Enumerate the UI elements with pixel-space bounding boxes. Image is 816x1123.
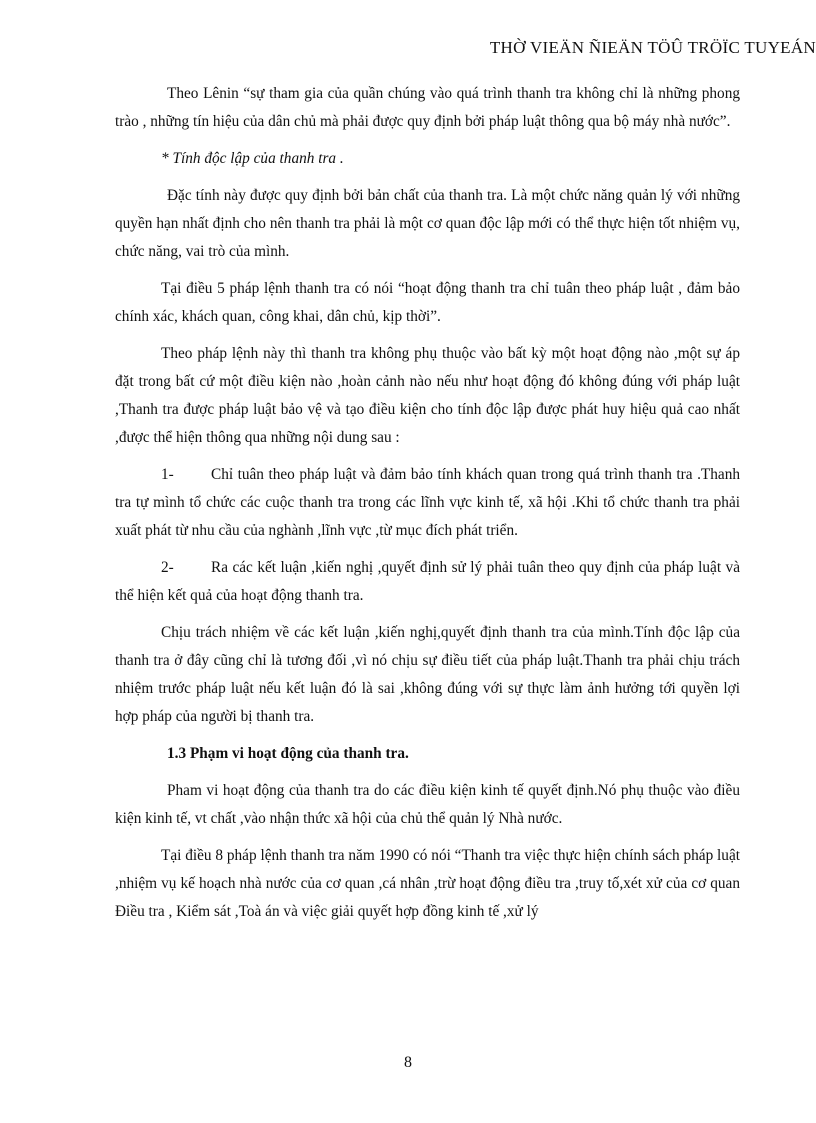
paragraph-independence-nature: Đặc tính này được quy định bởi bản chất của thanh tra. Là một chức năng quản lý với những quyền hạn nhất định cho nên thanh tra phải là một cơ quan độc lập mới có thể thực hiện tốt nhiệm vụ, chức năng, vai trò của mình. <box>115 187 740 260</box>
list-item-2-text: Ra các kết luận ,kiến nghị ,quyết định sử lý phải tuân theo quy định của pháp luật và thể hiện kết quả của hoạt động thanh tra. <box>115 559 740 604</box>
paragraph-scope: Pham vi hoạt động của thanh tra do các điều kiện kinh tế quyết định.Nó phụ thuộc vào điều kiện kinh tế, vt chất ,vào nhận thức xã hội của chủ thể quản lý Nhà nước. <box>115 782 740 827</box>
document-body <box>115 80 740 935</box>
paragraph-responsibility: Chịu trách nhiệm về các kết luận ,kiến nghị,quyết định thanh tra của mình.Tính độc lập của thanh tra ở đây cũng chỉ là tương đối ,vì nó chịu sự điều tiết của pháp luật.Thanh tra phải chịu trách nhiệm trước pháp luật nếu kết luận đó là sai ,không đúng với sự thực làm ảnh hưởng tới quyền lợi hợp pháp của người bị thanh tra. <box>115 624 740 725</box>
list-item-1-text: Chỉ tuân theo pháp luật và đảm bảo tính khách quan trong quá trình thanh tra .Thanh tra tự mình tổ chức các cuộc thanh tra trong các lĩnh vực kinh tế, xã hội .Khi tổ chức thanh tra phải xuất phát từ nhu cầu của nghành ,lĩnh vực ,từ mục đích phát triển. <box>115 466 740 539</box>
subheading-independence: * Tính độc lập của thanh tra . <box>161 150 344 167</box>
paragraph-lenin-quote: Theo Lênin “sự tham gia của quần chúng vào quá trình thanh tra không chỉ là những phong trào , những tín hiệu của dân chủ mà phải được quy định bởi pháp luật thông qua bộ máy nhà nước”. <box>115 85 740 130</box>
list-item-2-number: 2- <box>161 559 174 576</box>
paragraph-article-5: Tại điều 5 pháp lệnh thanh tra có nói “hoạt động thanh tra chỉ tuân theo pháp luật , đảm bảo chính xác, khách quan, công khai, dân chủ, kịp thời”. <box>115 280 740 325</box>
page-number: 8 <box>404 1054 412 1071</box>
page-header: THỜ VIEÄN ÑIEÄN TÖÛ TRÖÏC TUYEÁN <box>489 38 816 57</box>
section-heading-1-3: 1.3 Phạm vi hoạt động của thanh tra. <box>167 745 409 762</box>
list-item-1 <box>115 461 740 545</box>
list-item-1-number: 1- <box>161 466 174 483</box>
list-item-2 <box>115 554 740 610</box>
paragraph-article-8: Tại điều 8 pháp lệnh thanh tra năm 1990 có nói “Thanh tra việc thực hiện chính sách pháp luật ,nhiệm vụ kế hoạch nhà nước của cơ quan ,cá nhân ,trừ hoạt động điều tra ,truy tố,xét xử của cơ quan Điều tra , Kiểm sát ,Toà án và việc giải quyết hợp đồng kinh tế ,xử lý <box>115 847 740 920</box>
paragraph-ordinance: Theo pháp lệnh này thì thanh tra không phụ thuộc vào bất kỳ một hoạt động nào ,một sự áp đặt trong bất cứ một điều kiện nào ,hoàn cảnh nào nếu như hoạt động đó không đúng với pháp luật ,Thanh tra được pháp luật bảo vệ và tạo điều kiện cho tính độc lập được phát huy hiệu quả cao nhất ,được thể hiện thông qua những nội dung sau : <box>115 345 740 446</box>
